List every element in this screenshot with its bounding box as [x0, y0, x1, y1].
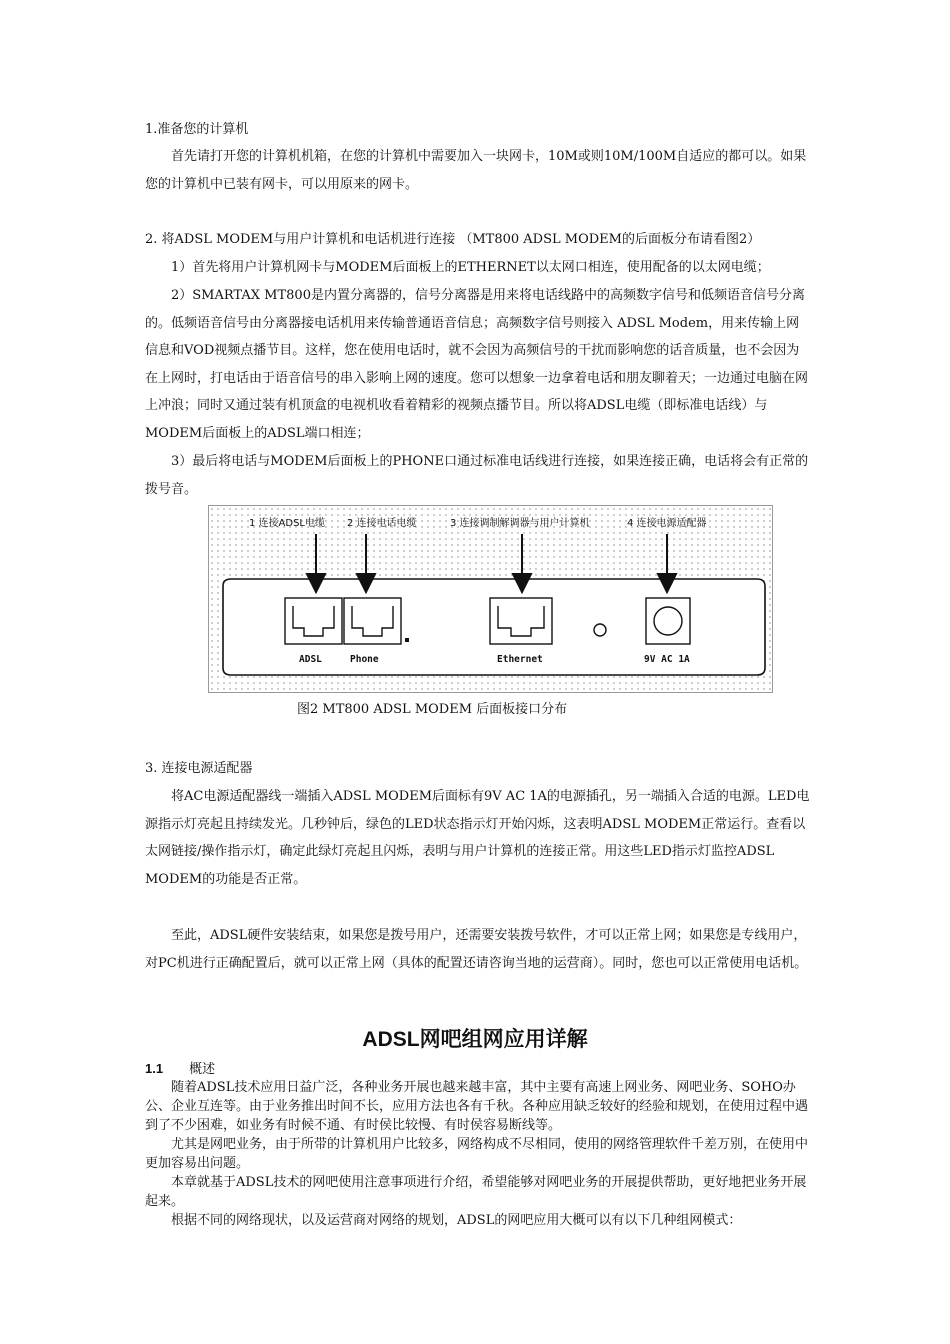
- section-name: 概述: [189, 1062, 216, 1077]
- port-label-phone: Phone: [350, 654, 379, 665]
- step1-heading: 1.准备您的计算机: [145, 122, 249, 137]
- ethernet-port: [490, 598, 552, 644]
- title-bold: ADSL: [362, 1028, 420, 1051]
- section-paragraph-1: 随着ADSL技术应用日益广泛，各种业务开展也越来越丰富，其中主要有高速上网业务、网吧业务、SOHO办公、企业互连等。由于业务推出时间不长，应用方法也各有千秋。各种应用缺乏较好的经验和规划，在使用过程中遇到了不少困难，如业务有时候不通、有时侯比较慢、有时侯容易断线等。: [145, 1080, 809, 1133]
- modem-rear-panel-figure: [208, 505, 773, 693]
- section-heading: [145, 1060, 215, 1079]
- figure-caption: 图2 MT800 ADSL MODEM 后面板接口分布: [297, 702, 568, 717]
- step2-item3: 3）最后将电话与MODEM后面板上的PHONE口通过标准电话线进行连接，如果连接正确，电话将会有正常的拨号音。: [145, 454, 809, 497]
- section-number: 1.1: [145, 1061, 164, 1076]
- label-phone-cable: 2 连接电话电缆: [347, 518, 417, 529]
- label-power-adapter: 4 连接电源适配器: [627, 518, 707, 529]
- page-title: [0, 1022, 950, 1057]
- closing-paragraph: 至此，ADSL硬件安装结束，如果您是拨号用户，还需要安装拨号软件，才可以正常上网；如果您是专线用户，对PC机进行正确配置后，就可以正常上网（具体的配置还请咨询当地的运营商）。同时，您也可以正常使用电话机。: [145, 928, 808, 971]
- label-adsl-cable: 1 连接ADSL电缆: [249, 518, 326, 529]
- step3-heading: 3. 连接电源适配器: [145, 761, 253, 776]
- section-paragraph-2: 尤其是网吧业务，由于所带的计算机用户比较多，网络构成不尽相同，使用的网络管理软件千差万别，在使用中更加容易出问题。: [145, 1137, 809, 1171]
- port-label-power: 9V AC 1A: [644, 654, 690, 665]
- step2-item1: 1）首先将用户计算机网卡与MODEM后面板上的ETHERNET以太网口相连，使用配备的以太网电缆；: [171, 260, 770, 275]
- section-paragraph-3: 本章就基于ADSL技术的网吧使用注意事项进行介绍，希望能够对网吧业务的开展提供帮助，更好地把业务开展起来。: [145, 1175, 807, 1209]
- step2-item2: 2）SMARTAX MT800是内置分离器的，信号分离器是用来将电话线路中的高频数字信号和低频语音信号分离的。低频语音信号由分离器接电话机用来传输普通语音信息；高频数字信号则接入 ADSL Modem，用来传输上网信息和VOD视频点播节目。这样，您在使用电话时，就不会因为高频信号的干扰而影响您的话音质量，也不会因为在上网时，打电话由于语音信号的串入影响上网的速度。您可以想象一边拿着电话和朋友聊着天；一边通过电脑在网上冲浪；同时又通过装有机顶盒的电视机收看着精彩的视频点播节目。所以将ADSL电缆（即标准电话线）与MODEM后面板上的ADSL端口相连；: [145, 288, 809, 441]
- status-led: [594, 624, 606, 636]
- port-label-ethernet: Ethernet: [497, 654, 543, 665]
- port-label-adsl: ADSL: [299, 654, 322, 665]
- step1-paragraph: 首先请打开您的计算机机箱，在您的计算机中需要加入一块网卡，10M或则10M/100M自适应的都可以。如果您的计算机中已装有网卡，可以用原来的网卡。: [145, 149, 807, 192]
- step2-heading: 2. 将ADSL MODEM与用户计算机和电话机进行连接 （MT800 ADSL MODEM的后面板分布请看图2）: [145, 232, 761, 247]
- label-ethernet-cable: 3 连接调制解调器与用户计算机: [450, 518, 590, 529]
- step3-paragraph: 将AC电源适配器线一端插入ADSL MODEM后面标有9V AC 1A的电源插孔，另一端插入合适的电源。LED电源指示灯亮起且持续发光。几秒钟后，绿色的LED状态指示灯开始闪烁，这表明ADSL MODEM正常运行。查看以太网链接/操作指示灯，确定此绿灯亮起且闪烁，表明与用户计算机的连接正常。用这些LED指示灯监控ADSL MODEM的功能是否正常。: [145, 789, 810, 887]
- section-paragraph-4: 根据不同的网络现状，以及运营商对网络的规划，ADSL的网吧应用大概可以有以下几种组网模式：: [171, 1213, 742, 1228]
- title-rest: 网吧组网应用详解: [419, 1027, 588, 1051]
